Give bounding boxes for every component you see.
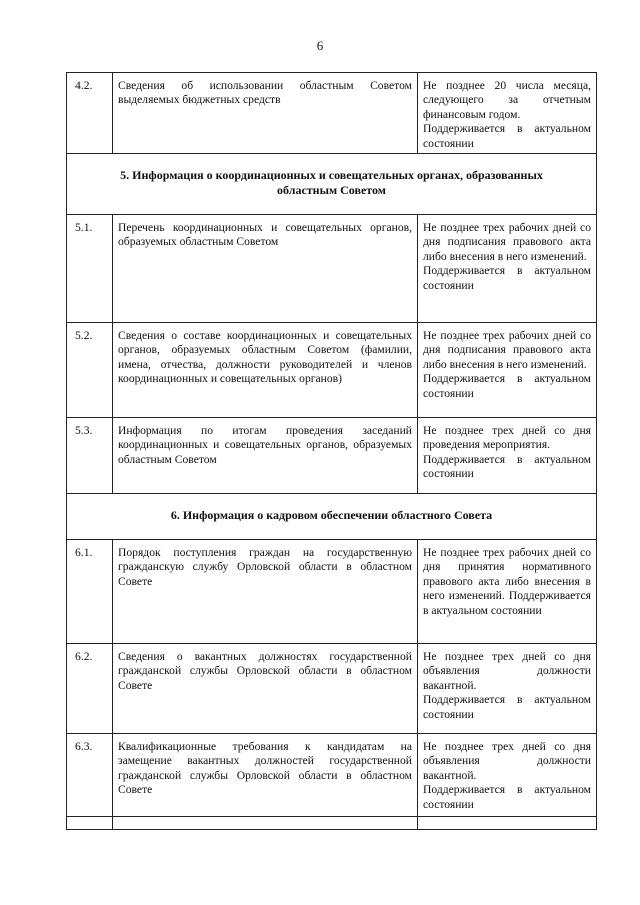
- table-row: [67, 323, 597, 418]
- row-number: 5.2.: [67, 323, 113, 418]
- deadline-text: Не позднее 20 числа месяца, следующего за отчетным финансовым годом.: [423, 79, 591, 121]
- information-table: [66, 72, 597, 830]
- row-deadline: [418, 215, 597, 323]
- table-row: [67, 73, 597, 154]
- deadline-text: Не позднее трех рабочих дней со дня подписания правового акта либо внесения в него изменений.: [423, 221, 591, 263]
- table-row: [67, 418, 597, 494]
- row-number: 6.3.: [67, 734, 113, 817]
- maintenance-note: Поддерживается в актуальном состоянии: [423, 264, 591, 292]
- row-description: Информация по итогам проведения заседаний координационных и совещательных органов, образуемых областным Советом: [113, 418, 418, 494]
- deadline-text: Не позднее трех рабочих дней со дня принятия нормативного правового акта либо внесения в него изменений. Поддерживается в актуальном состоянии: [423, 546, 591, 617]
- table-row: [67, 540, 597, 644]
- maintenance-note: Поддерживается в актуальном состоянии: [423, 693, 591, 721]
- deadline-text: Не позднее трех дней со дня объявления должности вакантной.: [423, 650, 591, 692]
- row-description: Сведения о вакантных должностях государственной гражданской службы Орловской области в областном Совете: [113, 644, 418, 734]
- maintenance-note: Поддерживается в актуальном состоянии: [423, 372, 591, 400]
- row-description: Перечень координационных и совещательных органов, образуемых областным Советом: [113, 215, 418, 323]
- page-number: 6: [316, 38, 324, 53]
- row-number: 5.3.: [67, 418, 113, 494]
- section-heading: 6. Информация о кадровом обеспечении областного Совета: [67, 494, 597, 540]
- row-deadline: [418, 73, 597, 154]
- table-row: [67, 734, 597, 817]
- row-description: Сведения о составе координационных и совещательных органов, образуемых областным Советом (фамилии, имена, отчества, должности руководителей и членов координационных и совещательных органов): [113, 323, 418, 418]
- maintenance-note: Поддерживается в актуальном состоянии: [423, 122, 591, 150]
- row-number: 6.1.: [67, 540, 113, 644]
- row-description: Квалификационные требования к кандидатам на замещение вакантных должностей государственной гражданской службы Орловской области в областном Совете: [113, 734, 418, 817]
- table-row-continued: [67, 817, 597, 830]
- deadline-text: Не позднее трех дней со дня объявления должности вакантной.: [423, 740, 591, 782]
- table-row: [67, 644, 597, 734]
- section-heading: 5. Информация о координационных и совещательных органах, образованных областным Советом: [67, 154, 597, 215]
- row-deadline: [418, 734, 597, 817]
- section-heading-row: [67, 494, 597, 540]
- empty-cell: [67, 817, 113, 830]
- maintenance-note: Поддерживается в актуальном состоянии: [423, 783, 591, 811]
- row-deadline: [418, 323, 597, 418]
- row-description: Сведения об использовании областным Советом выделяемых бюджетных средств: [113, 73, 418, 154]
- empty-cell: [113, 817, 418, 830]
- table-row: [67, 215, 597, 323]
- empty-cell: [418, 817, 597, 830]
- section-heading-row: [67, 154, 597, 215]
- row-number: 4.2.: [67, 73, 113, 154]
- row-deadline: [418, 540, 597, 644]
- deadline-text: Не позднее трех рабочих дней со дня подписания правового акта либо внесения в него изменений.: [423, 329, 591, 371]
- row-description: Порядок поступления граждан на государственную гражданскую службу Орловской области в областном Совете: [113, 540, 418, 644]
- deadline-text: Не позднее трех дней со дня проведения мероприятия.: [423, 424, 591, 452]
- row-number: 5.1.: [67, 215, 113, 323]
- row-deadline: [418, 644, 597, 734]
- row-deadline: [418, 418, 597, 494]
- maintenance-note: Поддерживается в актуальном состоянии: [423, 452, 591, 481]
- row-number: 6.2.: [67, 644, 113, 734]
